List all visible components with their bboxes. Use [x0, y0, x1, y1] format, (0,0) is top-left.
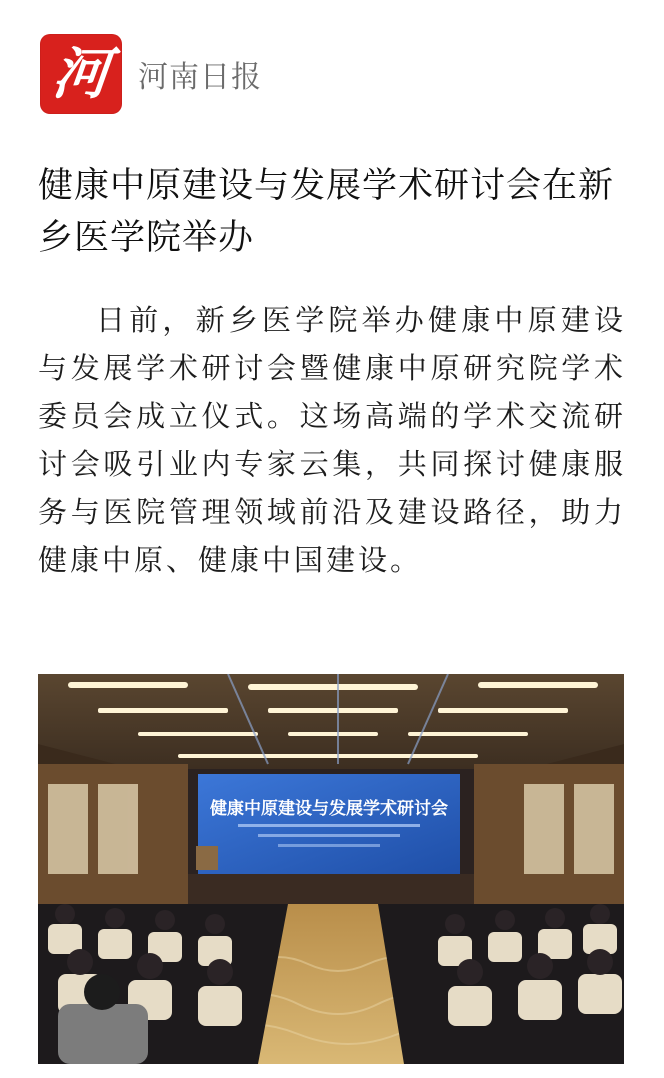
article-title: 健康中原建设与发展学术研讨会在新乡医学院举办 [38, 166, 615, 258]
audience-left [38, 904, 288, 1064]
article-body: 日前，新乡医学院举办健康中原建设与发展学术研讨会暨健康中原研究院学术委员会成立仪式。这场高端的学术交流研讨会吸引业内专家云集，共同探讨健康服务与医院管理领域前沿及建设路径，助力健康中原、健康中国建设。 [38, 303, 626, 577]
article-header [40, 34, 262, 114]
publisher-name[interactable]: 河南日报 [138, 60, 262, 95]
screen-title: 健康中原建设与发展学术研讨会 [210, 799, 448, 819]
audience-right [378, 904, 624, 1064]
logo-glyph: 河 [49, 41, 113, 107]
publisher-logo[interactable] [40, 34, 122, 114]
article-photo[interactable] [38, 674, 624, 1064]
projection-screen [198, 774, 460, 874]
